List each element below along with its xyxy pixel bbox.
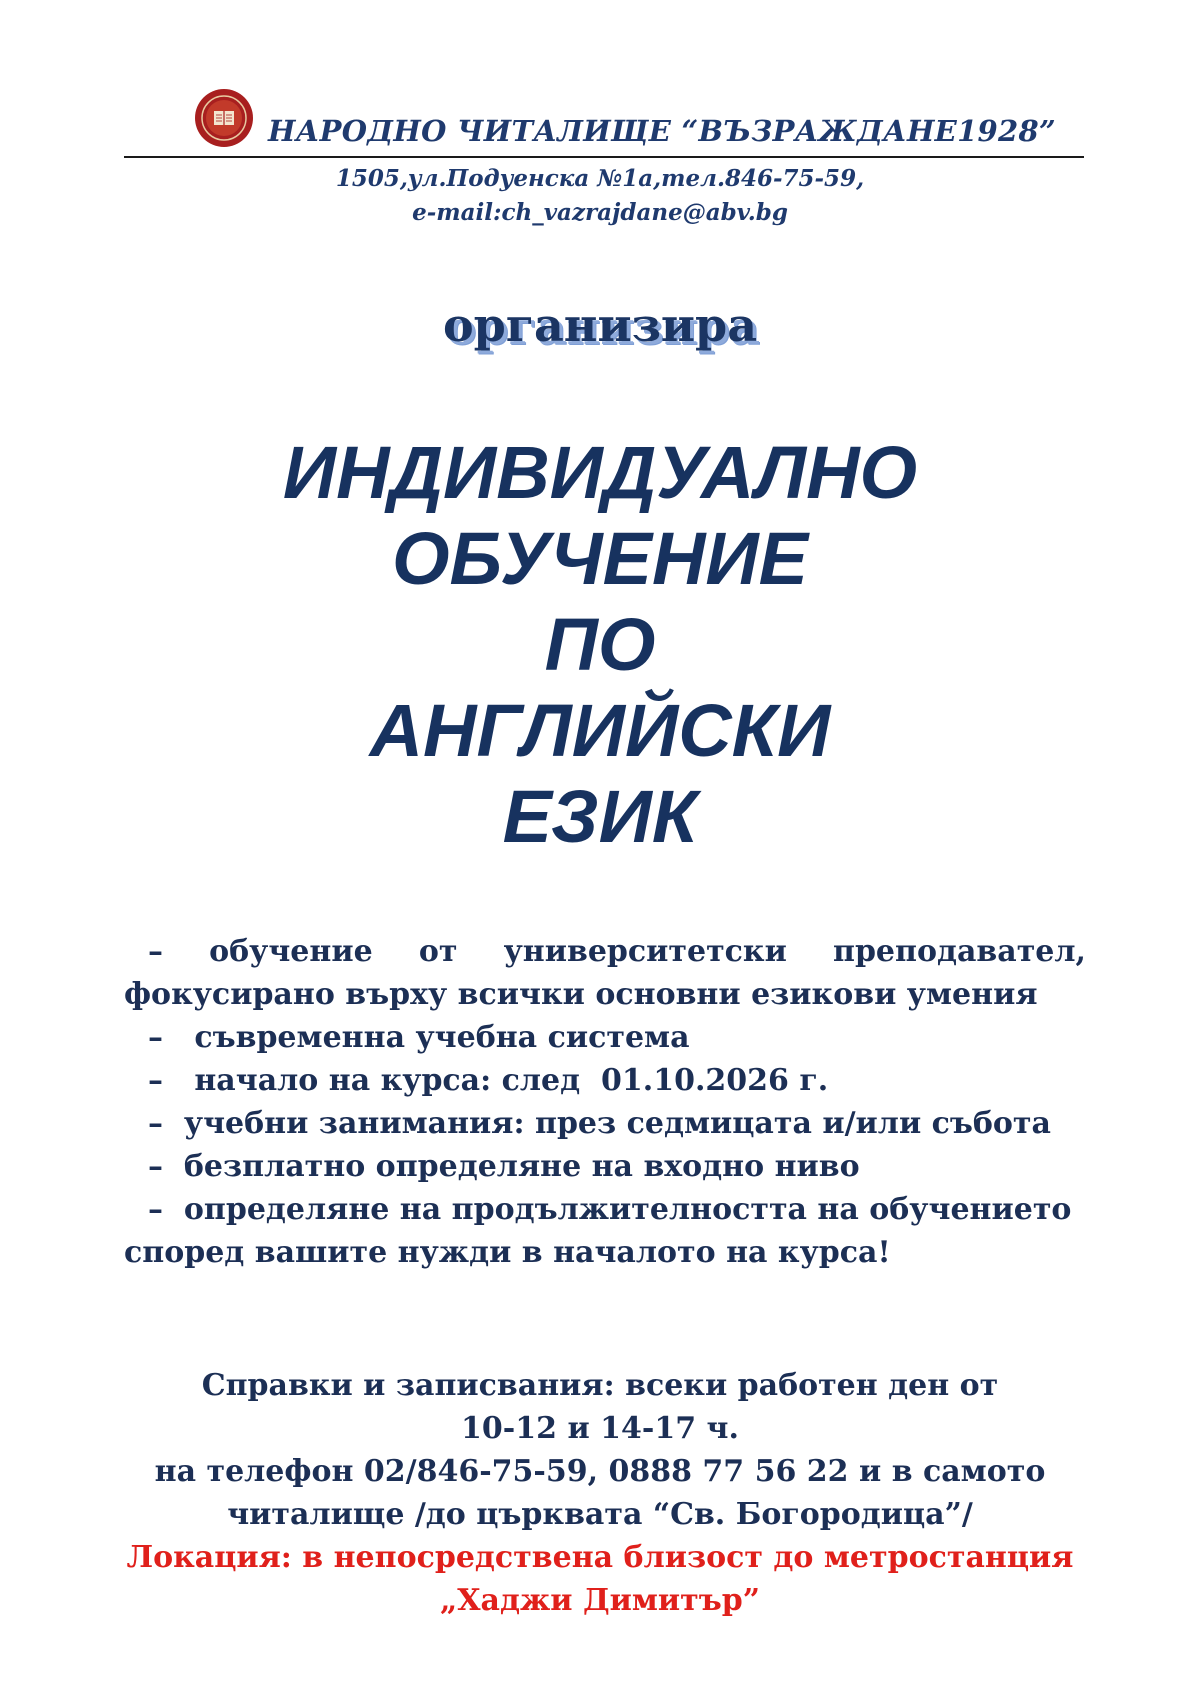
email-line: e-mail:ch_vazrajdane@abv.bg [412,199,788,226]
contact-info [0,1364,1200,1622]
title-line: АНГЛИЙСКИ [369,689,831,772]
address-line: 1505,ул.Подуенска №1а,тел.846-75-59, [335,165,865,192]
org-name: НАРОДНО ЧИТАЛИЩЕ “ВЪЗРАЖДАНЕ1928” [268,114,1056,148]
bullet-word: обучение [209,934,373,969]
list-item: – учебни занимания: през седмицата и/или събота [148,1106,1051,1141]
features-list [124,930,1086,1274]
title-line: ОБУЧЕНИЕ [392,517,808,600]
contact-line: Справки и записвания: всеки работен ден от [201,1368,999,1403]
contact-hours: 10-12 и 14-17 ч. [461,1411,739,1446]
list-item: – начало на курса: след 01.10.2026 г. [148,1063,829,1098]
title-line: ЕЗИК [502,775,698,858]
list-item-continuation: според вашите нужди в началото на курса! [124,1235,891,1270]
list-item: – съвременна учебна система [148,1020,690,1055]
contact-phone: на телефон 02/846-75-59, 0888 77 56 22 и в самото [154,1454,1046,1489]
location-line: Локация: в непосредствена близост до метростанция [126,1540,1074,1575]
list-item: – безплатно определяне на входно ниво [148,1149,860,1184]
title-line: ПО [544,603,656,686]
bullet-word: преподавател, [832,934,1086,969]
bullet-word: университетски [503,934,787,969]
location-station: „Хаджи Димитър” [439,1583,761,1618]
contact-place: читалище /до църквата “Св. Богородица”/ [227,1497,973,1532]
course-title [0,430,1200,860]
title-line: ИНДИВИДУАЛНО [282,431,918,514]
address-block [0,162,1200,230]
list-item [124,930,1086,973]
bullet-word: – [148,934,163,969]
bullet-word: от [418,934,458,969]
list-item-continuation: фокусирано върху всички основни езикови умения [124,977,1038,1012]
intro-heading: организира [442,298,758,352]
emblem-seal-icon [194,88,254,148]
header-divider [124,156,1084,158]
list-item: – определяне на продължителността на обучението [148,1192,1072,1227]
